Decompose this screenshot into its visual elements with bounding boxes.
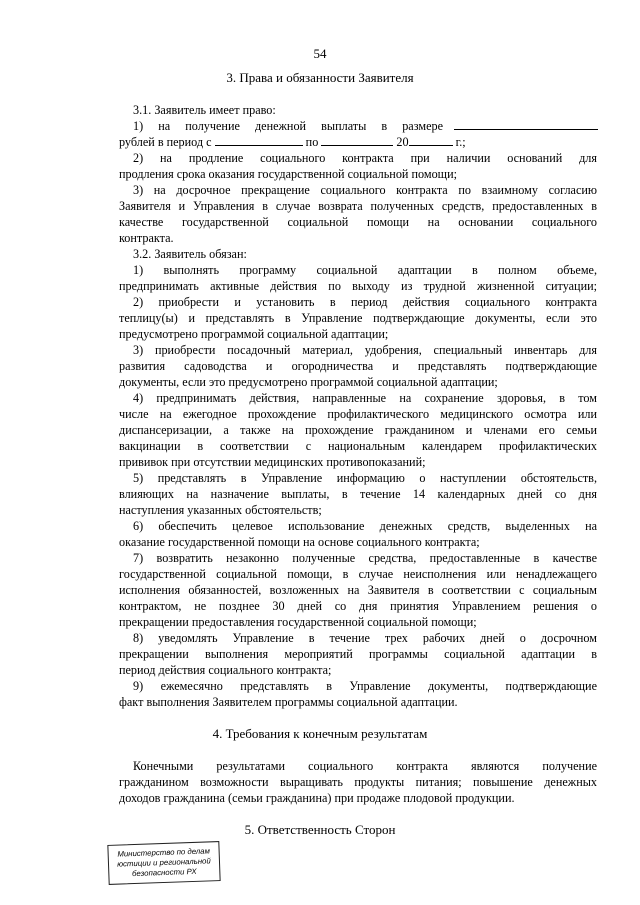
date-from-blank: [215, 134, 303, 146]
text-line: государственной социальной помощи, в случае неисполнения или ненадлежащего: [119, 567, 597, 581]
text-line: доходов гражданина (семьи гражданина) при продаже плодовой продукции.: [119, 791, 515, 805]
text-line: вакцинации в соответствии с национальным календарем профилактических: [119, 439, 597, 453]
amount-blank: [454, 118, 598, 130]
text-line: документы, если это предусмотрено программой социальной адаптации;: [119, 375, 498, 389]
text-line: 3) на досрочное прекращение социального контракта по взаимному согласию: [133, 183, 597, 197]
text-line: числе на ежегодное прохождение профилактического медицинского осмотра или: [119, 407, 597, 421]
text-line: контрактом, не позднее 30 дней со дня принятия Управлением решения о: [119, 599, 597, 613]
text-line: 8) уведомлять Управление в течение трех рабочих дней о досрочном: [133, 631, 597, 645]
date-to-blank: [321, 134, 393, 146]
text-line: гражданином возможности выращивать продукты питания; повышение денежных: [119, 775, 597, 789]
text-line: Заявителя и Управления в случае возврата полученных средств, предоставленных в: [119, 199, 597, 213]
text-line: предусмотрено программой социальной адаптации;: [119, 327, 389, 341]
text-line: 2) на продление социального контракта при наличии оснований для: [133, 151, 597, 165]
text-line: период действия социального контракта;: [119, 663, 332, 677]
text-line: влияющих на назначение выплаты, в течение 14 календарных дней со дня: [119, 487, 597, 501]
text-line: 2) приобрести и установить в период действия социального контракта: [133, 295, 597, 309]
stamp-line: Министерство по делам: [117, 846, 211, 859]
year-blank: [409, 134, 453, 146]
text-line: 6) обеспечить целевое использование денежных средств, выделенных на: [133, 519, 597, 533]
text-line: оказание государственной помощи на основе социального контракта;: [119, 535, 480, 549]
section-5-title: 5. Ответственность Сторон: [244, 822, 396, 837]
right-1-line-b: [119, 134, 597, 150]
text-line: продления срока оказания государственной социальной помощи;: [119, 167, 457, 181]
year-prefix: 20: [396, 135, 409, 149]
page-number: 54: [313, 46, 327, 61]
text-line: 5) представлять в Управление информацию о наступлении обстоятельств,: [133, 471, 597, 485]
period-to-label: по: [305, 135, 319, 149]
text-line: факт выполнения Заявителем программы социальной адаптации.: [119, 695, 458, 709]
text-line: 3) приобрести посадочный материал, удобрения, специальный инвентарь для: [133, 343, 597, 357]
text-line: 4) предпринимать действия, направленные на сохранение здоровья, в том: [133, 391, 597, 405]
text-line: прекращении предоставления государственной социальной помощи;: [119, 615, 477, 629]
text-line: исполнения обязанностей, возложенных на Заявителя в соответствии с социальным: [119, 583, 597, 597]
text-line: предпринимать активные действия по выходу из трудной жизненной ситуации;: [119, 279, 597, 293]
text-line: прекращении выполнения мероприятий программы социальной адаптации в: [119, 647, 597, 661]
rights-heading: 3.1. Заявитель имеет право:: [133, 103, 276, 117]
text-line: 1) выполнять программу социальной адаптации в полном объеме,: [133, 263, 597, 277]
stamp-line: юстиции и региональной: [117, 856, 211, 869]
obligations-heading: 3.2. Заявитель обязан:: [133, 247, 247, 261]
section-3-title: 3. Права и обязанности Заявителя: [226, 70, 414, 85]
text-line: развития садоводства и огородничества и представлять подтверждающие: [119, 359, 597, 373]
stamp-line: безопасности РХ: [131, 866, 197, 879]
year-suffix: г.;: [455, 135, 466, 149]
period-from-label: рублей в период с: [119, 135, 212, 149]
text-line: Конечными результатами социального контракта являются получение: [133, 759, 597, 773]
text-line: диспансеризации, а также на прохождение гражданином и членами его семьи: [119, 423, 597, 437]
ministry-stamp: [107, 841, 220, 885]
text-line: качестве государственной социальной помощи на основании социального: [119, 215, 597, 229]
right-1-text: 1) на получение денежной выплаты в размере: [133, 119, 443, 133]
text-line: 9) ежемесячно представлять в Управление документы, подтверждающие: [133, 679, 597, 693]
section-4-title: 4. Требования к конечным результатам: [212, 726, 428, 741]
text-line: 7) возвратить незаконно полученные средства, предоставленные в качестве: [133, 551, 597, 565]
text-line: прививок при отсутствии медицинских противопоказаний;: [119, 455, 426, 469]
text-line: теплицу(ы) и представлять в Управление подтверждающие документы, если это: [119, 311, 597, 325]
text-line: наступления указанных обстоятельств;: [119, 503, 322, 517]
text-line: контракта.: [119, 231, 174, 245]
right-1-line-a: [119, 118, 597, 134]
